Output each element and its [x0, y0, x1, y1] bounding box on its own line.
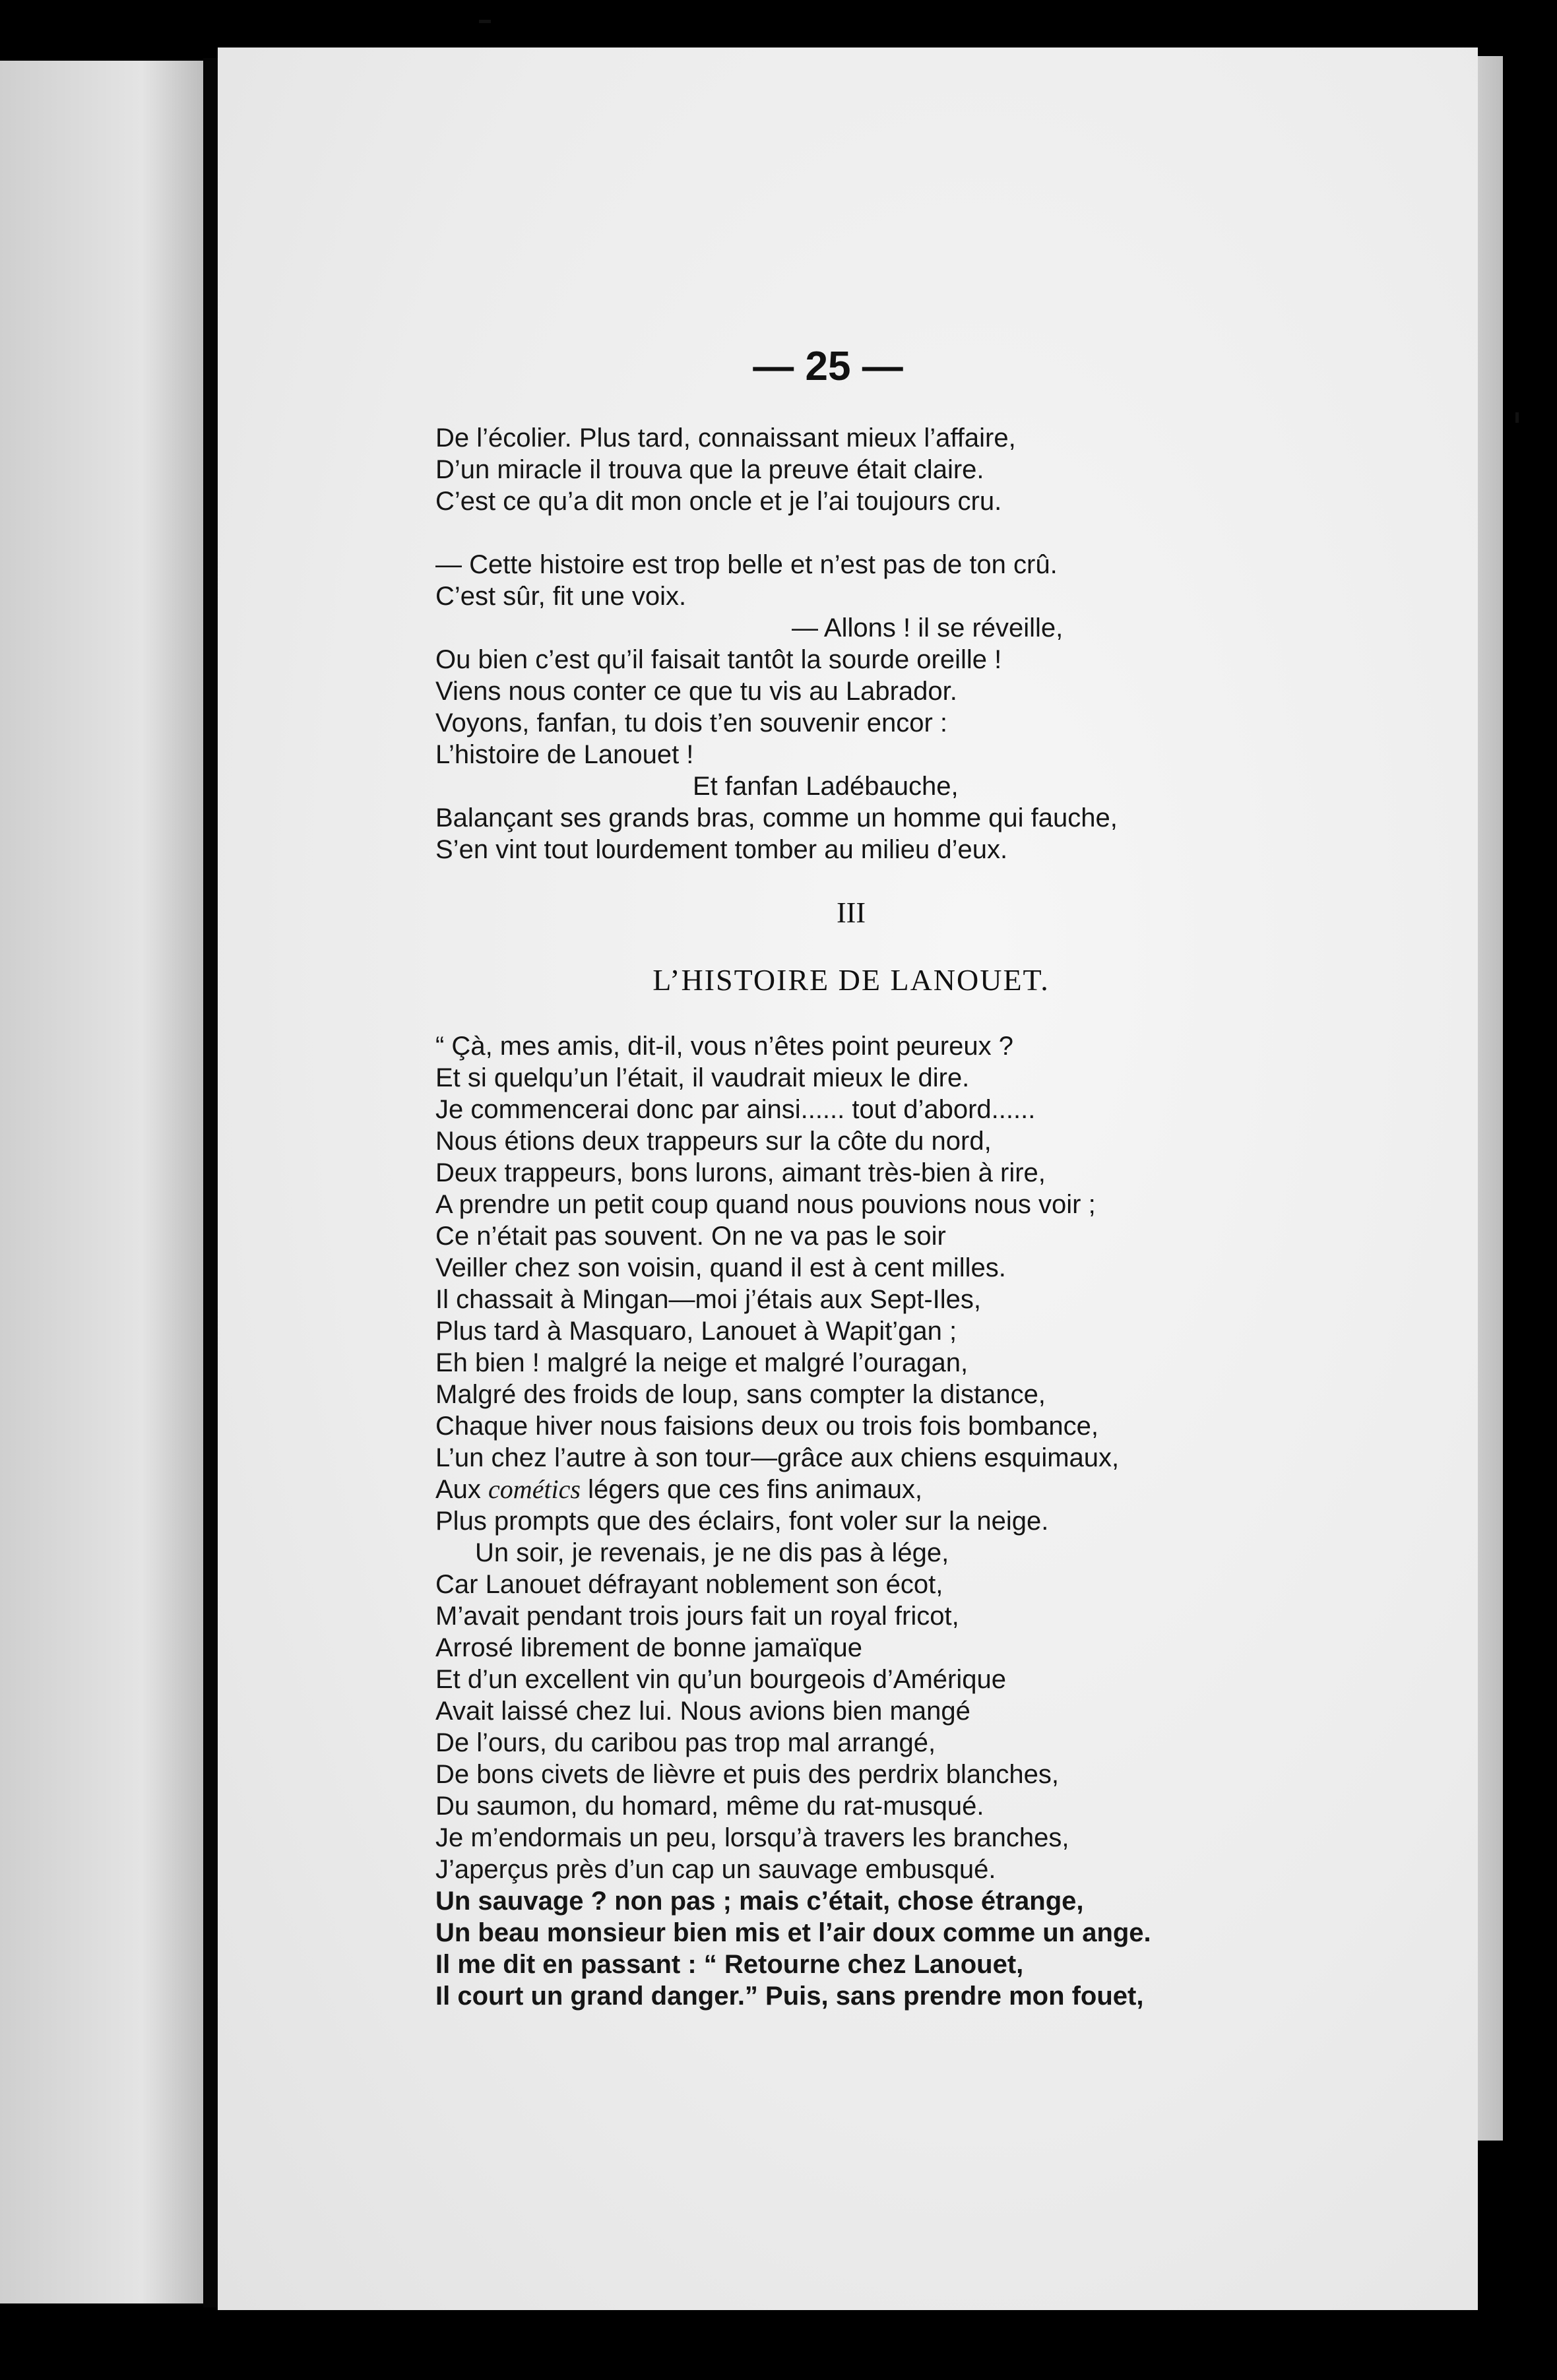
- text-line: Un soir, je revenais, je ne dis pas à lége,: [475, 1538, 949, 1567]
- book-gutter: [203, 58, 218, 2307]
- text-line: Du saumon, du homard, même du rat-musqué.: [435, 1792, 984, 1821]
- text-line: J’aperçus près d’un cap un sauvage embusqué.: [435, 1855, 996, 1884]
- text-line: Car Lanouet défrayant noblement son écot,: [435, 1570, 943, 1599]
- poem-text: [435, 422, 1267, 2012]
- text-line: De l’écolier. Plus tard, connaissant mieux l’affaire,: [435, 423, 1016, 453]
- scan-speck: [1515, 412, 1519, 423]
- text-line: Ce n’était pas souvent. On ne va pas le soir: [435, 1222, 946, 1251]
- text-line: Voyons, fanfan, tu dois t’en souvenir encor :: [435, 708, 948, 737]
- text-line: Plus prompts que des éclairs, font voler sur la neige.: [435, 1507, 1049, 1536]
- text-line: Viens nous conter ce que tu vis au Labrador.: [435, 677, 957, 706]
- text-line: S’en vint tout lourdement tomber au milieu d’eux.: [435, 835, 1008, 864]
- text-line: C’est sûr, fit une voix.: [435, 582, 687, 611]
- text-line: Nous étions deux trappeurs sur la côte du nord,: [435, 1127, 992, 1156]
- text-line: “ Çà, mes amis, dit-il, vous n’êtes point peureux ?: [435, 1032, 1013, 1061]
- facing-page-edge: [0, 61, 203, 2303]
- text-line: Je m’endormais un peu, lorsqu’à travers les branches,: [435, 1823, 1069, 1852]
- text-line: Un sauvage ? non pas ; mais c’était, chose étrange,: [435, 1887, 1084, 1916]
- text-line: Malgré des froids de loup, sans compter la distance,: [435, 1380, 1046, 1409]
- text-line: A prendre un petit coup quand nous pouvions nous voir ;: [435, 1190, 1096, 1219]
- text-line: Je commencerai donc par ainsi...... tout d’abord......: [435, 1095, 1036, 1124]
- text-line: M’avait pendant trois jours fait un royal fricot,: [435, 1602, 959, 1631]
- text-line: Il chassait à Mingan—moi j’étais aux Sept-Iles,: [435, 1285, 982, 1314]
- text-line: Et si quelqu’un l’était, il vaudrait mieux le dire.: [435, 1063, 970, 1092]
- text-line: — Cette histoire est trop belle et n’est pas de ton crû.: [435, 550, 1058, 579]
- text-line: Eh bien ! malgré la neige et malgré l’ouragan,: [435, 1348, 969, 1377]
- page-number: — 25 —: [753, 344, 903, 389]
- text-line: Ou bien c’est qu’il faisait tantôt la sourde oreille !: [435, 645, 1002, 674]
- text-line: — Allons ! il se réveille,: [792, 613, 1064, 642]
- text-line: C’est ce qu’a dit mon oncle et je l’ai toujours cru.: [435, 487, 1002, 516]
- text-line: Balançant ses grands bras, comme un homme qui fauche,: [435, 803, 1118, 832]
- text-line: Chaque hiver nous faisions deux ou trois fois bombance,: [435, 1412, 1099, 1441]
- text-line: Et fanfan Ladébauche,: [693, 772, 959, 801]
- text-line: Un beau monsieur bien mis et l’air doux comme un ange.: [435, 1918, 1151, 1947]
- text-line: Avait laissé chez lui. Nous avions bien mangé: [435, 1697, 970, 1726]
- text-line: Et d’un excellent vin qu’un bourgeois d’Amérique: [435, 1665, 1006, 1694]
- text-line: De bons civets de lièvre et puis des perdrix blanches,: [435, 1760, 1059, 1789]
- text-line: D’un miracle il trouva que la preuve était claire.: [435, 455, 984, 484]
- text-line: L’histoire de Lanouet !: [435, 740, 694, 769]
- text-line: Deux trappeurs, bons lurons, aimant très-bien à rire,: [435, 1158, 1046, 1187]
- section-number: III: [837, 896, 866, 929]
- text-line: Plus tard à Masquaro, Lanouet à Wapit’gan ;: [435, 1317, 957, 1346]
- text-line: Il court un grand danger.” Puis, sans prendre mon fouet,: [435, 1982, 1144, 2011]
- text-line: De l’ours, du caribou pas trop mal arrangé,: [435, 1728, 936, 1757]
- scan-speck: [479, 20, 491, 23]
- text-line: Arrosé librement de bonne jamaïque: [435, 1633, 863, 1662]
- text-line: Veiller chez son voisin, quand il est à cent milles.: [435, 1253, 1006, 1282]
- text-line: [435, 1474, 1267, 1505]
- text-line: L’un chez l’autre à son tour—grâce aux chiens esquimaux,: [435, 1443, 1120, 1472]
- section-title: L’HISTOIRE DE LANOUET.: [652, 963, 1050, 997]
- text-line: Il me dit en passant : “ Retourne chez Lanouet,: [435, 1950, 1024, 1979]
- italic-word: cométics: [488, 1474, 581, 1504]
- text-fragment: Aux: [435, 1475, 489, 1504]
- text-fragment: légers que ces fins animaux,: [581, 1475, 923, 1504]
